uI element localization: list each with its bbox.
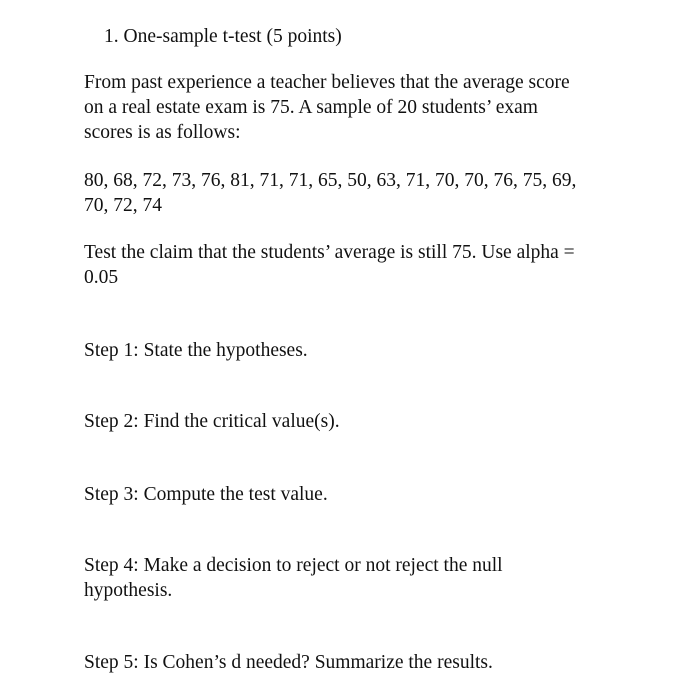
scores-line-2: 70, 72, 74 [84, 195, 162, 216]
claim-line-1: Test the claim that the students’ average is still 75. Use alpha = [84, 242, 575, 263]
step-5: Step 5: Is Cohen’s d needed? Summarize the results. [84, 652, 493, 673]
step-4-line-1: Step 4: Make a decision to reject or not reject the null [84, 555, 503, 576]
intro-line-3: scores is as follows: [84, 122, 241, 143]
scores-line-1: 80, 68, 72, 73, 76, 81, 71, 71, 65, 50, 63, 71, 70, 70, 76, 75, 69, [84, 170, 577, 191]
step-3: Step 3: Compute the test value. [84, 484, 328, 505]
step-4-line-2: hypothesis. [84, 580, 173, 601]
intro-line-1: From past experience a teacher believes that the average score [84, 72, 570, 93]
question-title: 1. One-sample t-test (5 points) [104, 26, 342, 47]
claim-line-2: 0.05 [84, 267, 119, 288]
intro-line-2: on a real estate exam is 75. A sample of 20 students’ exam [84, 97, 538, 118]
step-1: Step 1: State the hypotheses. [84, 340, 308, 361]
step-2: Step 2: Find the critical value(s). [84, 411, 340, 432]
